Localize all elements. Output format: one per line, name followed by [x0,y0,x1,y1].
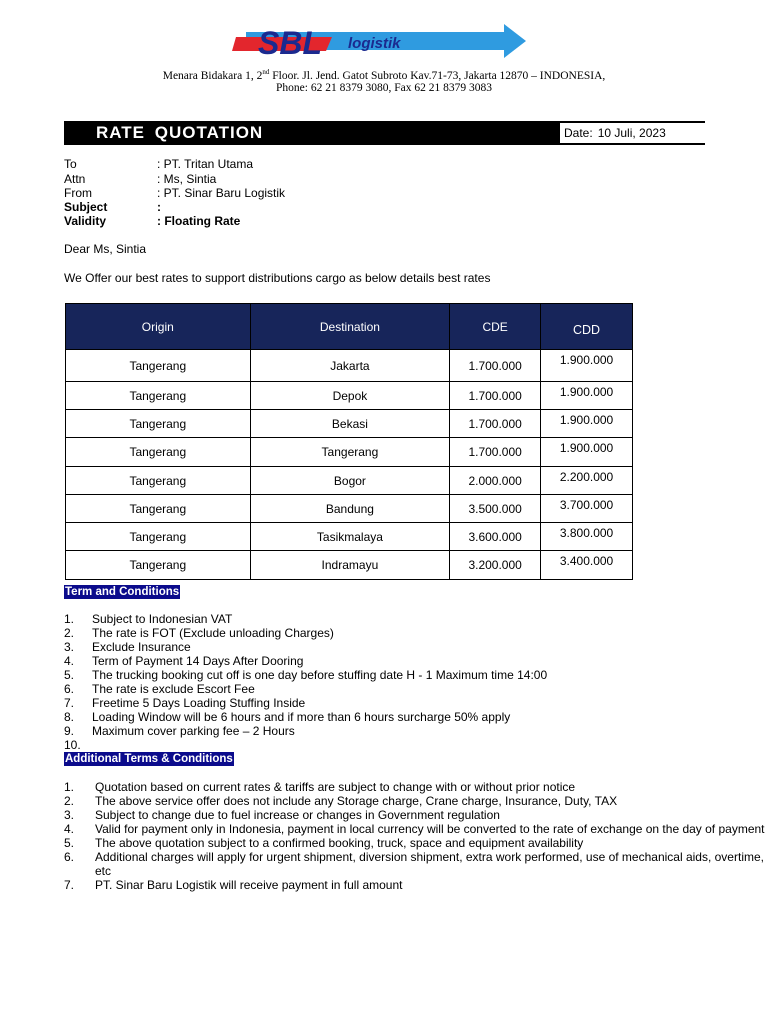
greeting: Dear Ms, Sintia [64,242,147,256]
cell-origin: Tangerang [66,438,251,467]
list-item: 7. PT. Sinar Baru Logistik will receive payment in full amount [64,878,403,892]
cell-destination: Tasikmalaya [250,523,450,551]
list-item: 3. Subject to change due to fuel increase or changes in Government regulation [64,808,500,822]
cell-cde: 1.700.000 [450,438,541,467]
header-destination: Destination [250,304,450,350]
info-key: Attn [64,172,86,186]
list-item: 6. Additional charges will apply for urgent shipment, diversion shipment, extra work performed, use of mechanical aids, overtime, etc [64,850,764,878]
company-address: Menara Bidakara 1, 2nd Floor. Jl. Jend. Gatot Subroto Kav.71-73, Jakarta 12870 – INDONESIA, [162,68,606,82]
table-row [66,523,633,551]
date-box [560,123,705,143]
cell-cdd: 1.900.000 [541,382,633,410]
info-value: : [157,200,161,214]
rate-table [65,303,633,580]
header-cdd: CDD [541,304,633,350]
company-phone: Phone: 62 21 8379 3080, Fax 62 21 8379 3083 [276,82,492,94]
header-origin: Origin [66,304,251,350]
cell-origin: Tangerang [66,382,251,410]
cell-cde: 1.700.000 [450,382,541,410]
info-key: Subject [64,200,108,214]
cell-cdd: 1.900.000 [541,438,633,467]
additional-heading: Additional Terms & Conditions [65,753,233,765]
cell-destination: Tangerang [250,438,450,467]
header-cde: CDE [450,304,541,350]
table-row [66,382,633,410]
list-item: 3. Exclude Insurance [64,640,191,654]
table-row [66,551,633,580]
logo-mark: SBL [258,25,322,61]
list-item: 4. Term of Payment 14 Days After Dooring [64,654,304,668]
info-value: : Ms, Sintia [157,172,217,186]
cell-destination: Bekasi [250,410,450,438]
cell-cde: 1.700.000 [450,350,541,382]
cell-cde: 3.200.000 [450,551,541,580]
cell-destination: Bogor [250,467,450,495]
info-value: : PT. Sinar Baru Logistik [157,186,286,200]
cell-destination: Bandung [250,495,450,523]
logo-word: logistik [348,35,401,52]
list-item: 1. Quotation based on current rates & tariffs are subject to change with or without prior notice [64,780,576,794]
cell-origin: Tangerang [66,495,251,523]
list-item: 9. Maximum cover parking fee – 2 Hours [64,724,295,738]
cell-origin: Tangerang [66,467,251,495]
cell-cdd: 1.900.000 [541,350,633,382]
title-bar [64,121,705,145]
cell-cde: 3.600.000 [450,523,541,551]
terms-heading: Term and Conditions [65,586,180,598]
cell-origin: Tangerang [66,410,251,438]
table-row [66,495,633,523]
info-value: : Floating Rate [157,214,241,228]
terms-list [64,612,547,752]
company-logo [232,24,528,68]
date-value: 10 Juli, 2023 [597,126,666,140]
cell-cdd: 1.900.000 [541,410,633,438]
table-row [66,467,633,495]
table-row [66,350,633,382]
info-value: : PT. Tritan Utama [157,157,254,171]
list-item: 8. Loading Window will be 6 hours and if more than 6 hours surcharge 50% apply [64,710,511,724]
cell-cde: 1.700.000 [450,410,541,438]
date-label: Date: [564,126,593,140]
cell-cdd: 3.700.000 [541,495,633,523]
intro-text: We Offer our best rates to support distributions cargo as below details best rates [64,271,491,285]
cell-cdd: 3.400.000 [541,551,633,580]
list-item: 1. Subject to Indonesian VAT [64,612,233,626]
list-item: 5. The trucking booking cut off is one day before stuffing date H - 1 Maximum time 14:00 [64,668,548,682]
list-item: 7. Freetime 5 Days Loading Stuffing Inside [64,696,306,710]
cell-destination: Jakarta [250,350,450,382]
cell-destination: Depok [250,382,450,410]
table-row [66,410,633,438]
list-item: 5. The above quotation subject to a confirmed booking, truck, space and equipment availability [64,836,584,850]
list-item: 2. The above service offer does not include any Storage charge, Crane charge, Insurance, Duty, TAX [64,794,618,808]
cell-origin: Tangerang [66,523,251,551]
cell-destination: Indramayu [250,551,450,580]
cell-origin: Tangerang [66,551,251,580]
cell-origin: Tangerang [66,350,251,382]
list-item: 2. The rate is FOT (Exclude unloading Charges) [64,626,334,640]
list-item: 10. [64,738,81,752]
document-title: RATE QUOTATION [96,123,264,142]
table-header-row [66,304,633,350]
info-key: To [64,157,77,171]
info-key: From [64,186,92,200]
list-item: 4. Valid for payment only in Indonesia, payment in local currency will be converted to the rate of exchange on the day of payment [64,822,765,836]
table-row [66,438,633,467]
cell-cdd: 3.800.000 [541,523,633,551]
additional-list [64,780,768,892]
cell-cde: 3.500.000 [450,495,541,523]
cell-cde: 2.000.000 [450,467,541,495]
list-item: 6. The rate is exclude Escort Fee [64,682,255,696]
info-key: Validity [64,214,107,228]
cell-cdd: 2.200.000 [541,467,633,495]
